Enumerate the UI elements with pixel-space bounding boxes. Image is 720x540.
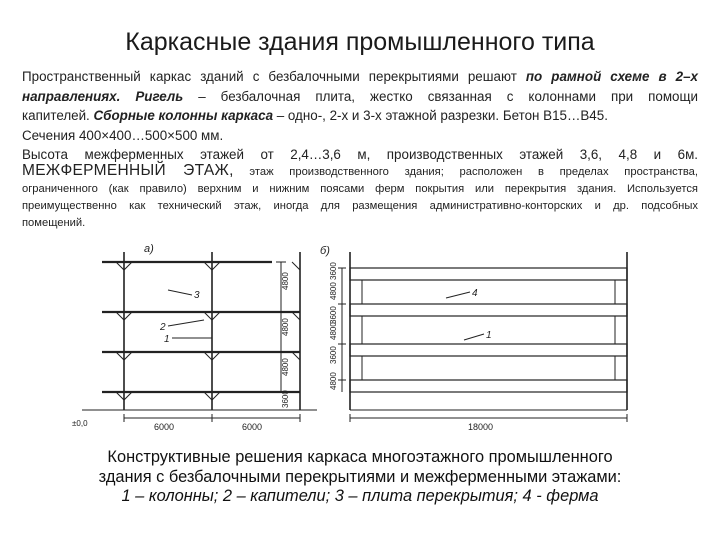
dim-left-3: 4800	[281, 358, 290, 376]
para2-line1: МЕЖФЕРМЕННЫЙ ЭТАЖ, этаж производственного здания; расположен в пределах пространства,	[22, 162, 698, 179]
dim-right-6: 4800	[329, 372, 338, 390]
callout-1: 1	[164, 334, 170, 345]
section-b	[338, 252, 627, 422]
frame-drawing	[72, 240, 662, 440]
dim-right-2: 4800	[329, 282, 338, 300]
span-left-1: 6000	[154, 422, 175, 432]
dim-right-4: 4800	[329, 322, 338, 340]
para2-line4: помещений.	[22, 217, 86, 229]
callout-1-right: 1	[486, 330, 492, 341]
dim-right-5: 3600	[329, 346, 338, 364]
para1-line4: Сечения 400×400…500×500 мм.	[22, 127, 224, 143]
callout-2: 2	[160, 322, 166, 333]
intro-paragraph	[22, 67, 698, 165]
caption-line2: здания с безбалочными перекрытиями и межферменными этажами:	[98, 467, 622, 486]
para2-line2: ограниченного (как правило) верхним и нижним поясами ферм покрытия или перекрытия здания. Используется	[22, 183, 698, 195]
span-left-2: 6000	[242, 422, 263, 432]
dim-left-4: 3600	[281, 390, 290, 408]
para1-line5: Высота межферменных этажей от 2,4…3,6 м, производственных этажей 3,6, 4,8 и 6м.	[22, 147, 698, 162]
level-mark: ±0,0	[72, 419, 88, 428]
para2-line3: преимущественно как технический этаж, иногда для размещения административно-конторских и др. подсобных	[22, 200, 698, 212]
para1-line2: направлениях. Ригель – безбалочная плита, жестко связанная с колоннами при помощи	[22, 88, 698, 104]
callout-4: 4	[472, 288, 478, 299]
span-right: 18000	[468, 422, 494, 432]
definition-paragraph	[22, 162, 698, 232]
figure-caption	[0, 448, 720, 507]
dim-left-1: 4800	[281, 272, 290, 290]
dim-right-1: 3600	[329, 262, 338, 280]
dim-left-2: 4800	[281, 318, 290, 336]
dim-right-3: 3600	[329, 306, 338, 324]
caption-line1: Конструктивные решения каркаса многоэтажного промышленного	[107, 448, 613, 466]
page-title: Каркасные здания промышленного типа	[125, 28, 595, 56]
caption-line3: 1 – колонны; 2 – капители; 3 – плита перекрытия; 4 - ферма	[121, 487, 599, 505]
label-a: а)	[144, 243, 154, 255]
para1-line1: Пространственный каркас зданий с безбалочными перекрытиями решают по рамной схеме в 2–х	[22, 69, 698, 84]
para1-line3: капителей. Сборные колонны каркаса – одно-, 2-х и 3-х этажной разрезки. Бетон В15…В45.	[22, 108, 608, 123]
callout-3: 3	[194, 290, 200, 301]
label-b: б)	[320, 245, 330, 257]
